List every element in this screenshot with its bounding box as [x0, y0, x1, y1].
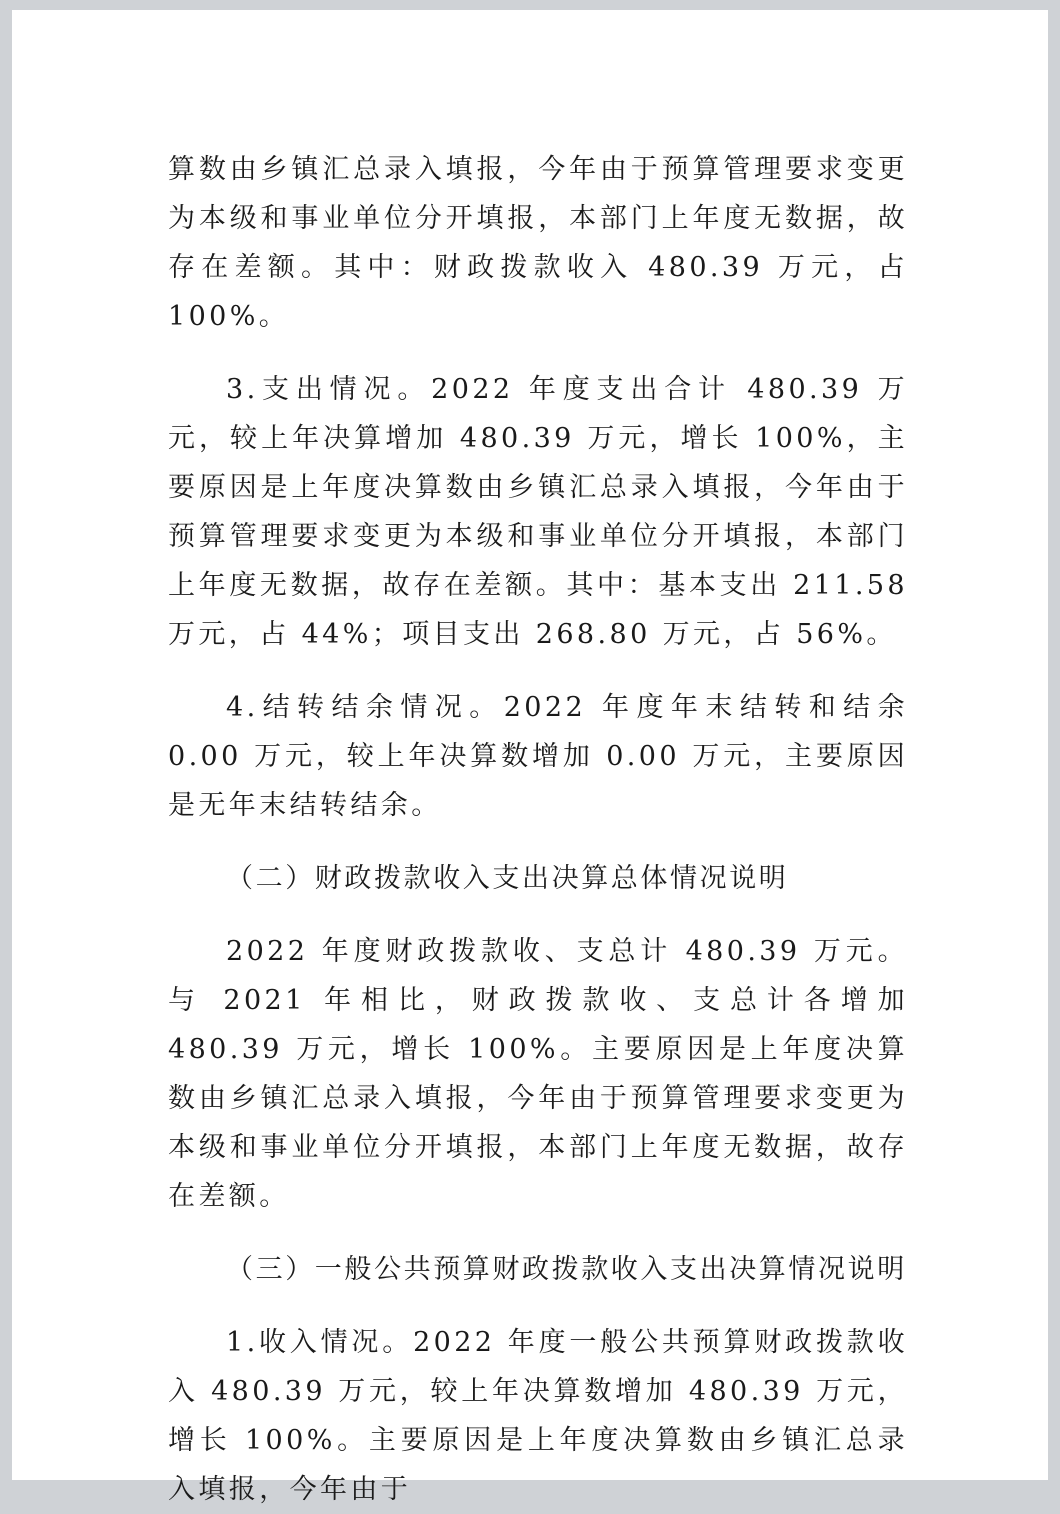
section-heading-3: （三）一般公共预算财政拨款收入支出决算情况说明: [226, 1254, 907, 1285]
paragraph-expenditure: 3.支出情况。2022 年度支出合计 480.39 万元，较上年决算增加 480.39 万元，增长 100%，主要原因是上年度决算数由乡镇汇总录入填报，今年由于预算管理要求变更为本级和事业单位分开填报，本部门上年度无数据，故存在差额。其中：基本支出 211.58 万元，占 44%；项目支出 268.80 万元，占 56%。: [168, 374, 908, 650]
paragraph-section-3-income: 1.收入情况。2022 年度一般公共预算财政拨款收入 480.39 万元，较上年决算数增加 480.39 万元，增长 100%。主要原因是上年度决算数由乡镇汇总录入填报，今年由于: [168, 1327, 908, 1505]
paragraph-carryover: 4.结转结余情况。2022 年度年末结转和结余 0.00 万元，较上年决算数增加 0.00 万元，主要原因是无年末结转结余。: [168, 692, 908, 821]
paragraph-section-2: 2022 年度财政拨款收、支总计 480.39 万元。与 2021 年相比，财政拨款收、支总计各增加 480.39 万元，增长 100%。主要原因是上年度决算数由乡镇汇总录入填报，今年由于预算管理要求变更为本级和事业单位分开填报，本部门上年度无数据，故存在差额。: [168, 936, 908, 1212]
document-body: [168, 145, 908, 1514]
document-page: [12, 10, 1048, 1505]
section-heading-2: （二）财政拨款收入支出决算总体情况说明: [226, 863, 789, 894]
paragraph-income-continued: 算数由乡镇汇总录入填报，今年由于预算管理要求变更为本级和事业单位分开填报，本部门上年度无数据，故存在差额。其中：财政拨款收入 480.39 万元，占 100%。: [168, 154, 908, 332]
